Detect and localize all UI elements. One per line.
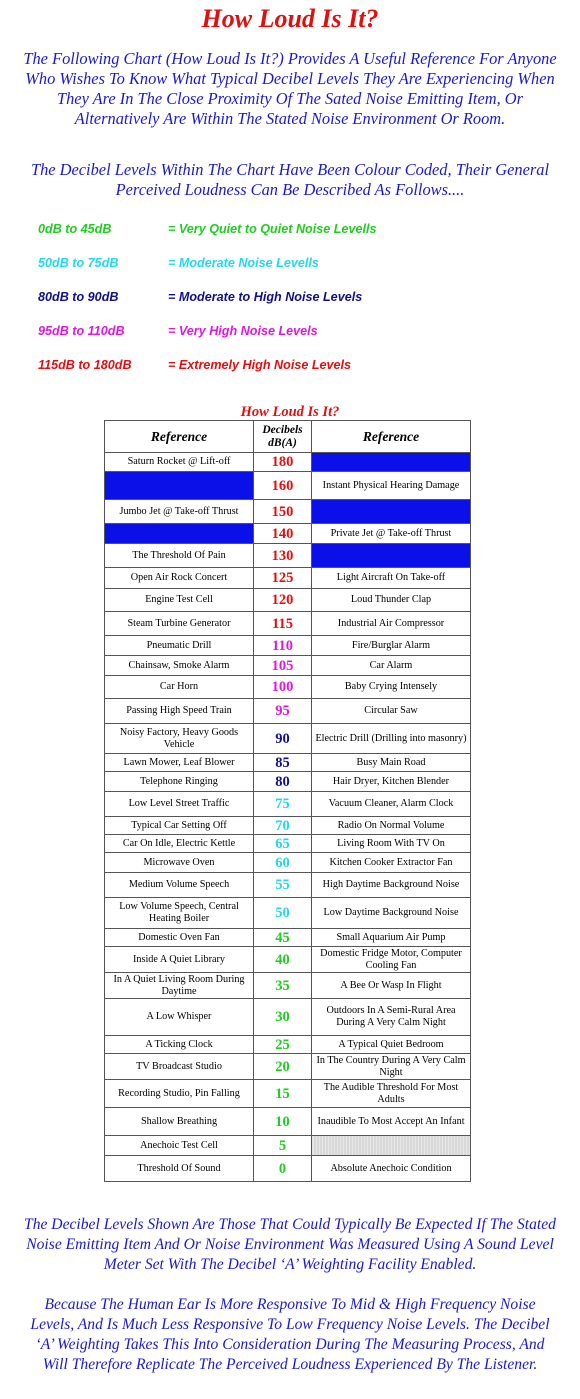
- reference-left-cell: Inside A Quiet Library: [105, 947, 254, 973]
- decibel-value-cell: 20: [254, 1054, 312, 1080]
- reference-left-cell: Low Volume Speech, Central Heating Boiler: [105, 898, 254, 929]
- reference-right-cell: Radio On Normal Volume: [312, 817, 471, 835]
- header-decibels: [254, 421, 312, 453]
- table-row: [105, 853, 471, 873]
- reference-left-cell: A Ticking Clock: [105, 1036, 254, 1054]
- table-row: [105, 724, 471, 754]
- decibel-value-cell: 110: [254, 636, 312, 656]
- reference-left-cell: Anechoic Test Cell: [105, 1136, 254, 1156]
- key-range: 50dB to 75dB: [38, 256, 119, 270]
- reference-left-cell: Saturn Rocket @ Lift-off: [105, 453, 254, 472]
- key-row-very-high: [38, 321, 318, 341]
- reference-left-cell: Recording Studio, Pin Falling: [105, 1080, 254, 1108]
- table-row: [105, 656, 471, 676]
- header-decibels-line2: dB(A): [268, 436, 297, 449]
- decibel-value-cell: 45: [254, 929, 312, 947]
- table-row: [105, 792, 471, 817]
- decibel-value-cell: 125: [254, 568, 312, 589]
- table-row: [105, 636, 471, 656]
- table-body: [105, 453, 471, 1182]
- key-desc: = Moderate to High Noise Levels: [168, 290, 363, 304]
- table-row: [105, 929, 471, 947]
- decibel-value-cell: 80: [254, 772, 312, 792]
- reference-left-cell: Jumbo Jet @ Take-off Thrust: [105, 500, 254, 524]
- reference-right-cell: Industrial Air Compressor: [312, 612, 471, 636]
- decibel-value-cell: 60: [254, 853, 312, 873]
- decibel-value-cell: 65: [254, 835, 312, 853]
- reference-left-cell: Car Horn: [105, 676, 254, 699]
- decibel-value-cell: 100: [254, 676, 312, 699]
- table-row: [105, 999, 471, 1036]
- table-row: [105, 453, 471, 472]
- table-row: [105, 676, 471, 699]
- reference-right-cell: Living Room With TV On: [312, 835, 471, 853]
- table-row: [105, 524, 471, 544]
- reference-right-cell: Outdoors In A Semi-Rural Area During A Very Calm Night: [312, 999, 471, 1036]
- reference-right-cell: Kitchen Cooker Extractor Fan: [312, 853, 471, 873]
- decibel-value-cell: 70: [254, 817, 312, 835]
- decibel-value-cell: 15: [254, 1080, 312, 1108]
- reference-left-cell: Low Level Street Traffic: [105, 792, 254, 817]
- decibel-value-cell: 35: [254, 973, 312, 999]
- table-header-row: [105, 421, 471, 453]
- header-decibels-line1: Decibels: [262, 423, 303, 436]
- decibel-value-cell: 180: [254, 453, 312, 472]
- outro-paragraph-2: Because The Human Ear Is More Responsive To Mid & High Frequency Noise Levels, And Is Much Less Responsive To Low Frequency Noise Levels. The Decibel ‘A’ Weighting Takes This Into Consideration During The Measuring Process, And Will Therefore Replicate The Perceived Loudness Experienced By The Listener.: [30, 1296, 550, 1373]
- table-row: [105, 835, 471, 853]
- table-row: [105, 898, 471, 929]
- reference-left-cell: Threshold Of Sound: [105, 1156, 254, 1182]
- reference-right-cell: [312, 544, 471, 568]
- reference-left-cell: Pneumatic Drill: [105, 636, 254, 656]
- reference-right-cell: [312, 453, 471, 472]
- reference-right-cell: Small Aquarium Air Pump: [312, 929, 471, 947]
- intro-paragraph-2: The Decibel Levels Within The Chart Have Been Colour Coded, Their General Perceived Loudness Can Be Described As Follows....: [30, 160, 550, 199]
- reference-right-cell: Baby Crying Intensely: [312, 676, 471, 699]
- reference-right-cell: Hair Dryer, Kitchen Blender: [312, 772, 471, 792]
- key-range: 0dB to 45dB: [38, 222, 112, 236]
- reference-left-cell: [105, 472, 254, 500]
- page-title: How Loud Is It?: [201, 4, 379, 33]
- reference-left-cell: Domestic Oven Fan: [105, 929, 254, 947]
- key-desc: = Very High Noise Levels: [168, 324, 318, 338]
- table-row: [105, 568, 471, 589]
- decibel-value-cell: 160: [254, 472, 312, 500]
- decibel-value-cell: 0: [254, 1156, 312, 1182]
- key-row-quiet: [38, 219, 376, 239]
- reference-left-cell: Lawn Mower, Leaf Blower: [105, 754, 254, 772]
- reference-left-cell: Passing High Speed Train: [105, 699, 254, 724]
- reference-right-cell: [312, 500, 471, 524]
- decibel-value-cell: 50: [254, 898, 312, 929]
- decibel-value-cell: 10: [254, 1108, 312, 1136]
- reference-left-cell: TV Broadcast Studio: [105, 1054, 254, 1080]
- table-row: [105, 1036, 471, 1054]
- reference-left-cell: Typical Car Setting Off: [105, 817, 254, 835]
- table-row: [105, 754, 471, 772]
- table-row: [105, 1156, 471, 1182]
- reference-left-cell: Engine Test Cell: [105, 589, 254, 612]
- decibel-value-cell: 115: [254, 612, 312, 636]
- reference-right-cell: A Typical Quiet Bedroom: [312, 1036, 471, 1054]
- table-row: [105, 699, 471, 724]
- reference-right-cell: Vacuum Cleaner, Alarm Clock: [312, 792, 471, 817]
- table-row: [105, 1136, 471, 1156]
- table-row: [105, 873, 471, 898]
- table-row: [105, 612, 471, 636]
- reference-left-cell: Car On Idle, Electric Kettle: [105, 835, 254, 853]
- reference-right-cell: Absolute Anechoic Condition: [312, 1156, 471, 1182]
- reference-right-cell: [312, 1136, 471, 1156]
- decibel-value-cell: 95: [254, 699, 312, 724]
- reference-left-cell: [105, 524, 254, 544]
- header-reference-left: Reference: [105, 421, 254, 453]
- reference-left-cell: Chainsaw, Smoke Alarm: [105, 656, 254, 676]
- table-row: [105, 544, 471, 568]
- reference-left-cell: Noisy Factory, Heavy Goods Vehicle: [105, 724, 254, 754]
- key-range: 115dB to 180dB: [38, 358, 132, 372]
- decibel-value-cell: 120: [254, 589, 312, 612]
- reference-right-cell: In The Country During A Very Calm Night: [312, 1054, 471, 1080]
- reference-left-cell: The Threshold Of Pain: [105, 544, 254, 568]
- reference-right-cell: The Audible Threshold For Most Adults: [312, 1080, 471, 1108]
- reference-right-cell: Private Jet @ Take-off Thrust: [312, 524, 471, 544]
- table-row: [105, 1054, 471, 1080]
- decibel-value-cell: 105: [254, 656, 312, 676]
- table-row: [105, 1108, 471, 1136]
- decibel-value-cell: 75: [254, 792, 312, 817]
- decibel-value-cell: 40: [254, 947, 312, 973]
- reference-right-cell: Car Alarm: [312, 656, 471, 676]
- reference-left-cell: Open Air Rock Concert: [105, 568, 254, 589]
- table-row: [105, 472, 471, 500]
- table-row: [105, 500, 471, 524]
- outro-paragraph-1: The Decibel Levels Shown Are Those That Could Typically Be Expected If The Stated Noise Emitting Item And Or Noise Environment Was Measured Using A Sound Level Meter Set With The Decibel ‘A’ Weighting Facility Enabled.: [24, 1216, 556, 1273]
- reference-right-cell: Domestic Fridge Motor, Computer Cooling Fan: [312, 947, 471, 973]
- intro-paragraph-1: The Following Chart (How Loud Is It?) Provides A Useful Reference For Anyone Who Wishes To Know What Typical Decibel Levels They Are Experiencing When They Are In The Close Proximity Of The Sated Noise Emitting Item, Or Alternatively Are Within The Stated Noise Environment Or Room.: [23, 49, 557, 128]
- decibel-value-cell: 130: [254, 544, 312, 568]
- table-title: How Loud Is It?: [240, 404, 340, 420]
- decibel-value-cell: 90: [254, 724, 312, 754]
- key-row-extreme: [38, 355, 351, 375]
- key-range: 80dB to 90dB: [38, 290, 119, 304]
- key-desc: = Extremely High Noise Levels: [168, 358, 352, 372]
- reference-right-cell: Instant Physical Hearing Damage: [312, 472, 471, 500]
- table-row: [105, 772, 471, 792]
- table-row: [105, 947, 471, 973]
- decibel-value-cell: 5: [254, 1136, 312, 1156]
- table-row: [105, 973, 471, 999]
- key-desc: = Very Quiet to Quiet Noise Levells: [168, 222, 377, 236]
- key-row-moderate: [38, 253, 319, 273]
- reference-right-cell: Loud Thunder Clap: [312, 589, 471, 612]
- decibel-value-cell: 85: [254, 754, 312, 772]
- reference-left-cell: Shallow Breathing: [105, 1108, 254, 1136]
- decibel-value-cell: 55: [254, 873, 312, 898]
- reference-left-cell: Microwave Oven: [105, 853, 254, 873]
- reference-right-cell: Electric Drill (Drilling into masonry): [312, 724, 471, 754]
- reference-right-cell: Fire/Burglar Alarm: [312, 636, 471, 656]
- reference-right-cell: Circular Saw: [312, 699, 471, 724]
- reference-left-cell: In A Quiet Living Room During Daytime: [105, 973, 254, 999]
- key-range: 95dB to 110dB: [38, 324, 125, 338]
- key-desc: = Moderate Noise Levells: [168, 256, 319, 270]
- key-row-moderate-high: [38, 287, 362, 307]
- table-row: [105, 589, 471, 612]
- reference-right-cell: Inaudible To Most Accept An Infant: [312, 1108, 471, 1136]
- table-row: [105, 817, 471, 835]
- reference-left-cell: Steam Turbine Generator: [105, 612, 254, 636]
- reference-left-cell: Medium Volume Speech: [105, 873, 254, 898]
- table-row: [105, 1080, 471, 1108]
- reference-right-cell: Light Aircraft On Take-off: [312, 568, 471, 589]
- reference-left-cell: A Low Whisper: [105, 999, 254, 1036]
- reference-right-cell: Busy Main Road: [312, 754, 471, 772]
- reference-left-cell: Telephone Ringing: [105, 772, 254, 792]
- reference-right-cell: Low Daytime Background Noise: [312, 898, 471, 929]
- decibel-value-cell: 30: [254, 999, 312, 1036]
- decibel-value-cell: 25: [254, 1036, 312, 1054]
- reference-right-cell: High Daytime Background Noise: [312, 873, 471, 898]
- decibel-value-cell: 150: [254, 500, 312, 524]
- decibel-value-cell: 140: [254, 524, 312, 544]
- reference-right-cell: A Bee Or Wasp In Flight: [312, 973, 471, 999]
- header-reference-right: Reference: [312, 421, 471, 453]
- decibel-table: [104, 420, 471, 1182]
